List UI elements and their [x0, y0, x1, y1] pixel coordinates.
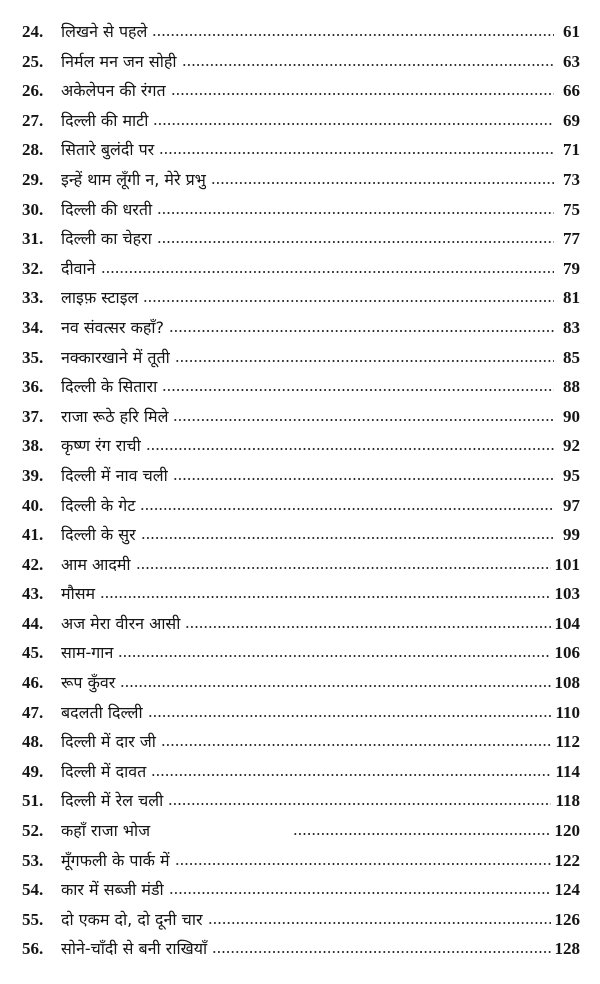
- entry-page: 88: [563, 377, 580, 397]
- toc-entry[interactable]: [22, 757, 580, 787]
- dot-leader: [212, 946, 550, 954]
- entry-page: 126: [554, 909, 580, 929]
- toc-entry[interactable]: [22, 47, 580, 77]
- entry-title: दिल्ली में दार जी: [61, 732, 156, 752]
- dot-leader: [100, 591, 550, 599]
- entry-number: 55.: [22, 909, 44, 929]
- entry-page: 85: [563, 347, 580, 367]
- entry-page: 124: [554, 880, 580, 900]
- entry-title: कार में सब्जी मंडी: [61, 880, 164, 900]
- entry-number: 36.: [22, 377, 44, 397]
- entry-page: 75: [563, 199, 580, 219]
- entry-number: 26.: [22, 81, 44, 101]
- dot-leader: [161, 739, 552, 747]
- dot-leader: [168, 798, 551, 806]
- entry-page: 110: [555, 702, 580, 722]
- entry-number: 47.: [22, 702, 44, 722]
- entry-title: दिल्ली का चेहरा: [61, 229, 152, 249]
- dot-leader: [141, 532, 554, 540]
- entry-number: 25.: [22, 51, 44, 71]
- entry-title: दो एकम दो, दो दूनी चार: [61, 909, 203, 929]
- entry-title: दिल्ली में नाव चली: [61, 465, 168, 485]
- entry-number: 53.: [22, 850, 44, 870]
- entry-page: 66: [563, 81, 580, 101]
- toc-entry[interactable]: [22, 905, 580, 935]
- entry-number: 38.: [22, 436, 44, 456]
- entry-number: 35.: [22, 347, 44, 367]
- toc-entry[interactable]: [22, 372, 580, 402]
- toc-entry[interactable]: [22, 106, 580, 136]
- entry-title: मूँगफली के पार्क में: [61, 850, 170, 870]
- toc-entry[interactable]: [22, 135, 580, 165]
- dot-leader: [143, 295, 554, 303]
- dot-leader: [175, 355, 554, 363]
- entry-number: 27.: [22, 110, 44, 130]
- toc-entry[interactable]: [22, 195, 580, 225]
- toc-entry[interactable]: [22, 550, 580, 580]
- entry-page: 90: [563, 406, 580, 426]
- entry-title: दिल्ली में दावत: [61, 761, 147, 781]
- toc-entry[interactable]: [22, 431, 580, 461]
- entry-page: 63: [563, 51, 580, 71]
- dot-leader: [169, 887, 551, 895]
- entry-number: 39.: [22, 465, 44, 485]
- dot-leader: [169, 325, 554, 333]
- dot-leader: [120, 680, 550, 688]
- toc-entry[interactable]: [22, 875, 580, 905]
- dot-leader: [157, 207, 554, 215]
- entry-page: 77: [563, 229, 580, 249]
- entry-page: 97: [563, 495, 580, 515]
- entry-title: दिल्ली के सितारा: [61, 377, 158, 397]
- entry-page: 104: [554, 613, 580, 633]
- toc-entry[interactable]: [22, 461, 580, 491]
- toc-entry[interactable]: [22, 491, 580, 521]
- entry-page: 101: [554, 554, 580, 574]
- entry-title: दिल्ली के गेट: [61, 495, 136, 515]
- toc-entry[interactable]: [22, 17, 580, 47]
- entry-title: सितारे बुलंदी पर: [61, 140, 155, 160]
- dot-leader: [146, 443, 554, 451]
- toc-entry[interactable]: [22, 638, 580, 668]
- entry-number: 37.: [22, 406, 44, 426]
- entry-title: इन्हें थाम लूँगी न, मेरे प्रभु: [61, 169, 206, 189]
- entry-number: 24.: [22, 22, 44, 41]
- entry-title: कृष्ण रंग राची: [61, 436, 141, 456]
- entry-page: 112: [555, 732, 580, 752]
- entry-title: नक्कारखाने में तूती: [61, 347, 170, 367]
- dot-leader: [136, 562, 551, 570]
- entry-title: निर्मल मन जन सोही: [61, 51, 177, 71]
- table-of-contents: [22, 17, 580, 964]
- entry-title: साम-गान: [61, 643, 114, 663]
- entry-number: 40.: [22, 495, 44, 515]
- entry-number: 51.: [22, 791, 44, 811]
- entry-title: आम आदमी: [61, 554, 131, 574]
- entry-page: 79: [563, 258, 580, 278]
- toc-entry[interactable]: [22, 816, 580, 846]
- entry-title: नव संवत्सर कहाँ?: [61, 317, 165, 337]
- entry-page: 71: [563, 140, 580, 160]
- entry-title: दिल्ली की माटी: [61, 110, 149, 130]
- dot-leader: [208, 917, 551, 925]
- entry-number: 54.: [22, 880, 44, 900]
- entry-page: 122: [554, 850, 580, 870]
- toc-entry[interactable]: [22, 343, 580, 373]
- entry-page: 73: [563, 169, 580, 189]
- entry-page: 99: [563, 525, 580, 545]
- entry-number: 49.: [22, 761, 44, 781]
- entry-number: 31.: [22, 229, 44, 249]
- entry-title: सोने-चाँदी से बनी राखियाँ: [61, 939, 208, 959]
- toc-entry[interactable]: [22, 313, 580, 343]
- toc-entry[interactable]: [22, 846, 580, 876]
- dot-leader: [101, 266, 554, 274]
- entry-page: 108: [554, 673, 580, 693]
- toc-entry[interactable]: [22, 609, 580, 639]
- dot-leader: [182, 59, 555, 67]
- entry-page: 81: [563, 288, 580, 308]
- entry-title: कहाँ राजा भोज: [61, 821, 151, 841]
- dot-leader: [171, 88, 554, 96]
- entry-title: रूप कुँवर: [61, 673, 116, 693]
- entry-page: 95: [563, 465, 580, 485]
- entry-number: 46.: [22, 673, 44, 693]
- entry-title: दीवाने: [61, 258, 96, 278]
- dot-leader: [140, 503, 554, 511]
- entry-title: लिखने से पहले: [61, 22, 148, 41]
- dot-leader: [159, 147, 554, 155]
- toc-entry[interactable]: [22, 579, 580, 609]
- entry-title: राजा रूठे हरि मिले: [61, 406, 169, 426]
- entry-page: 128: [554, 939, 580, 959]
- entry-page: 120: [554, 821, 580, 841]
- entry-number: 32.: [22, 258, 44, 278]
- toc-entry[interactable]: [22, 786, 580, 816]
- dot-leader: [175, 858, 551, 866]
- dot-leader: [185, 621, 550, 629]
- entry-title: दिल्ली में रेल चली: [61, 791, 164, 811]
- entry-title: दिल्ली के सुर: [61, 525, 136, 545]
- dot-leader: [162, 384, 554, 392]
- entry-title: लाइफ़ स्टाइल: [61, 288, 139, 308]
- entry-number: 41.: [22, 525, 44, 545]
- dot-leader: [152, 29, 554, 37]
- dot-leader: [157, 236, 554, 244]
- toc-entry[interactable]: [22, 283, 580, 313]
- dot-leader: [173, 473, 554, 481]
- entry-number: 45.: [22, 643, 44, 663]
- entry-number: 44.: [22, 613, 44, 633]
- toc-entry[interactable]: [22, 727, 580, 757]
- entry-page: 61: [563, 22, 580, 41]
- toc-entry[interactable]: [22, 934, 580, 964]
- entry-number: 28.: [22, 140, 44, 160]
- toc-entry[interactable]: [22, 224, 580, 254]
- entry-number: 30.: [22, 199, 44, 219]
- dot-leader: [148, 710, 552, 718]
- entry-page: 118: [555, 791, 580, 811]
- dot-leader: [173, 414, 554, 422]
- entry-number: 56.: [22, 939, 44, 959]
- entry-page: 92: [563, 436, 580, 456]
- entry-number: 43.: [22, 584, 44, 604]
- entry-number: 34.: [22, 317, 44, 337]
- toc-entry[interactable]: [22, 698, 580, 728]
- entry-number: 48.: [22, 732, 44, 752]
- dot-leader: [211, 177, 554, 185]
- entry-page: 114: [555, 761, 580, 781]
- entry-number: 42.: [22, 554, 44, 574]
- entry-page: 69: [563, 110, 580, 130]
- dot-leader: [293, 828, 550, 836]
- toc-entry[interactable]: [22, 520, 580, 550]
- entry-page: 106: [554, 643, 580, 663]
- entry-title: अकेलेपन की रंगत: [61, 81, 166, 101]
- entry-page: 83: [563, 317, 580, 337]
- toc-entry[interactable]: [22, 668, 580, 698]
- entry-number: 29.: [22, 169, 44, 189]
- entry-title: मौसम: [61, 584, 96, 604]
- dot-leader: [151, 769, 551, 777]
- entry-number: 52.: [22, 821, 44, 841]
- dot-leader: [153, 118, 554, 126]
- dot-leader: [118, 650, 550, 658]
- entry-title: दिल्ली की धरती: [61, 199, 153, 219]
- toc-entry[interactable]: [22, 165, 580, 195]
- entry-number: 33.: [22, 288, 44, 308]
- entry-title: बदलती दिल्ली: [61, 702, 143, 722]
- entry-title: अज मेरा वीरन आसी: [61, 613, 181, 633]
- entry-page: 103: [554, 584, 580, 604]
- toc-entry[interactable]: [22, 254, 580, 284]
- toc-entry[interactable]: [22, 402, 580, 432]
- toc-entry[interactable]: [22, 76, 580, 106]
